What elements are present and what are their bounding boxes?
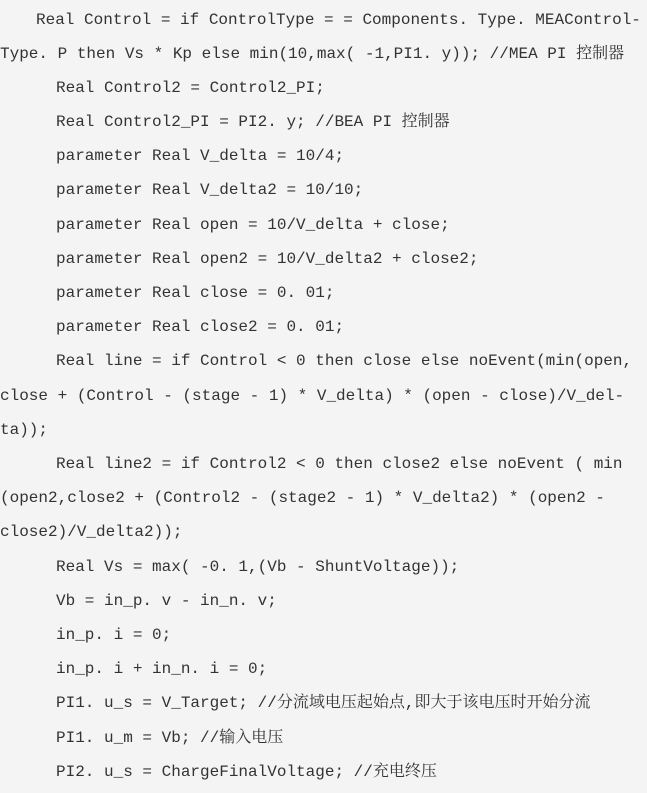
code-line: PI1. u_m = Vb; //输入电压 xyxy=(56,729,284,747)
code-line: Type. P then Vs * Kp else min(10,max( -1,PI1. y)); //MEA PI 控制器 xyxy=(0,45,625,63)
code-line: close + (Control - (stage - 1) * V_delta) * (open - close)/V_del- xyxy=(0,387,625,405)
code-line: Real line2 = if Control2 < 0 then close2 else noEvent ( min xyxy=(56,455,623,473)
code-line: Real Control2 = Control2_PI; xyxy=(56,79,325,97)
code-line: Real Control = if ControlType = = Components. Type. MEAControl- xyxy=(36,11,641,29)
code-line: in_p. i = 0; xyxy=(56,626,172,644)
code-line: ta)); xyxy=(0,421,49,439)
code-line: Vb = in_p. v - in_n. v; xyxy=(56,592,277,610)
code-line: parameter Real V_delta = 10/4; xyxy=(56,147,345,165)
code-line: Real Vs = max( -0. 1,(Vb - ShuntVoltage)); xyxy=(56,558,460,576)
code-line: parameter Real V_delta2 = 10/10; xyxy=(56,181,364,199)
code-line: (open2,close2 + (Control2 - (stage2 - 1) * V_delta2) * (open2 - xyxy=(0,489,605,507)
code-line: PI2. u_s = ChargeFinalVoltage; //充电终压 xyxy=(56,763,437,781)
code-line: Real Control2_PI = PI2. y; //BEA PI 控制器 xyxy=(56,113,450,131)
code-line: Real line = if Control < 0 then close else noEvent(min(open, xyxy=(56,352,633,370)
code-line: parameter Real open2 = 10/V_delta2 + close2; xyxy=(56,250,479,268)
code-line: parameter Real open = 10/V_delta + close; xyxy=(56,216,450,234)
code-line: PI1. u_s = V_Target; //分流域电压起始点,即大于该电压时开始分流 xyxy=(56,694,591,712)
code-line: parameter Real close = 0. 01; xyxy=(56,284,335,302)
code-line: in_p. i + in_n. i = 0; xyxy=(56,660,268,678)
code-line: parameter Real close2 = 0. 01; xyxy=(56,318,345,336)
code-line: close2)/V_delta2)); xyxy=(0,523,183,541)
